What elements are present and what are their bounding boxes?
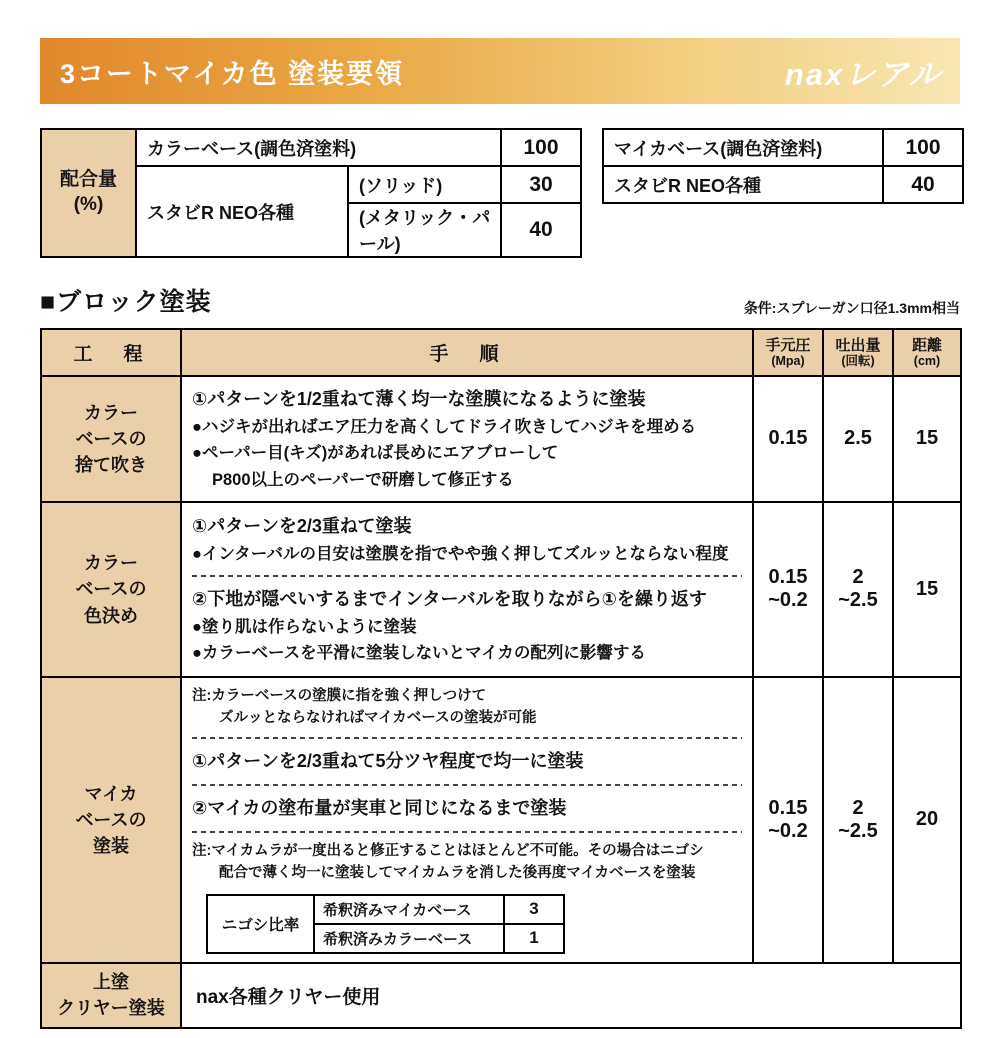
table-row-color-base-tack [41, 376, 961, 502]
mica-base-value: 100 [883, 129, 963, 166]
block-painting-heading [40, 282, 960, 318]
row3-note2-line1: 注:マイカムラが一度出ると修正することはほとんど不可能。その場合はニゴシ [192, 843, 704, 860]
stabi-neo-value-right: 40 [883, 166, 963, 203]
row1-process-label [41, 376, 181, 502]
row2-process-label [41, 502, 181, 677]
header-pressure [753, 329, 823, 376]
row1-label-line1: カラー [84, 402, 138, 423]
row3-pressure-line1: 0.15 [768, 796, 808, 819]
row3-note1-line1: 注:カラーベースの塗膜に指を強く押しつけて [192, 687, 487, 704]
table-row-clear-coat [41, 963, 961, 1028]
dashed-divider [192, 737, 742, 739]
row2-pressure-value [753, 502, 823, 677]
row3-step1-line: ①パターンを2/3重ねて5分ツヤ程度で均一に塗装 [192, 751, 584, 772]
mixing-ratio-section [40, 128, 960, 258]
table-row [41, 129, 581, 166]
row1-step-line: ①パターンを1/2重ねて薄く均一な塗膜になるように塗装 [192, 389, 646, 409]
row3-pressure-value [753, 677, 823, 963]
table-row-mica-base [41, 677, 961, 963]
row3-note2-line2: 配合で薄く均一に塗装してマイカムラを消した後再度マイカベースを塗装 [219, 864, 696, 881]
nigoshi-row1-name: 希釈済みマイカベース [314, 895, 504, 924]
row2-distance-value: 15 [893, 502, 961, 677]
row2-bullet-line: ●インターバルの目安は塗膜を指でやや強く押してズルッとならない程度 [192, 544, 729, 563]
table-header-row [41, 329, 961, 376]
color-base-value: 100 [501, 129, 581, 166]
row1-pressure-value: 0.15 [753, 376, 823, 502]
stabi-neo-name-right: スタビR NEO各種 [603, 166, 883, 203]
row1-label-line3: 捨て吹き [75, 455, 147, 476]
solid-value: 30 [501, 166, 581, 203]
row3-discharge-value [823, 677, 893, 963]
table-row [603, 129, 963, 166]
row2-label-line1: カラー [84, 553, 138, 574]
document-page [40, 38, 960, 1029]
header-distance [893, 329, 961, 376]
row1-bullet-line: ●ペーパー目(キズ)があれば長めにエアブローして [192, 444, 559, 463]
mica-base-name: マイカベース(調色済塗料) [603, 129, 883, 166]
metallic-pearl-sub-name: (メタリック・パール) [348, 203, 501, 257]
row3-discharge-line1: 2 [852, 796, 864, 819]
solid-sub-name: (ソリッド) [348, 166, 501, 203]
stabi-neo-name: スタビR NEO各種 [136, 166, 348, 257]
dashed-divider [192, 575, 742, 577]
table-row [603, 166, 963, 203]
row2-pressure-line2: ~0.2 [768, 589, 808, 612]
section-title: ■ブロック塗装 [40, 288, 212, 316]
nigoshi-label: ニゴシ比率 [207, 895, 314, 953]
row2-discharge-line2: ~2.5 [838, 589, 878, 612]
table-row-color-base-decide [41, 502, 961, 677]
row4-clear-coat-text: nax各種クリヤー使用 [181, 963, 961, 1028]
row3-procedure-cell [181, 677, 753, 963]
row4-label-line1: 上塗 [93, 971, 129, 992]
brand-logo: naxレアル [784, 56, 942, 92]
header-procedure: 手 順 [181, 329, 753, 376]
ratio-label-cell [41, 129, 136, 257]
row2-procedure-cell [181, 502, 753, 677]
row3-step2-line: ②マイカの塗布量が実車と同じになるまで塗装 [192, 798, 567, 819]
row2-pressure-line1: 0.15 [768, 566, 808, 589]
row2-discharge-value [823, 502, 893, 677]
color-base-ratio-table [40, 128, 582, 258]
ratio-label-line2: (%) [73, 194, 104, 215]
row3-label-line1: マイカ [84, 783, 138, 804]
row2-bullet-line: ●カラーベースを平滑に塗装しないとマイカの配列に影響する [192, 644, 646, 663]
ratio-label-line1: 配合量 [59, 169, 117, 191]
row2-discharge-line1: 2 [852, 566, 864, 589]
row1-label-line2: ベースの [75, 428, 147, 449]
nigoshi-ratio-table [206, 894, 565, 954]
spray-gun-condition: 条件:スプレーガン口径1.3mm相当 [743, 300, 960, 316]
nigoshi-row2-value: 1 [504, 924, 564, 953]
page-title: 3コートマイカ色 塗装要領 [60, 58, 405, 89]
row2-bullet-line: ●塗り肌は作らないように塗装 [192, 618, 417, 637]
row3-discharge-line2: ~2.5 [838, 819, 878, 842]
row2-step2-line: ②下地が隠ぺいするまでインターバルを取りながら①を繰り返す [192, 589, 707, 610]
header-process: 工 程 [41, 329, 181, 376]
header-discharge [823, 329, 893, 376]
header-discharge-label: 吐出量 [835, 336, 881, 354]
row3-label-line2: ベースの [75, 809, 147, 830]
row1-indent-line: P800以上のペーパーで研磨して修正する [212, 470, 514, 489]
row3-process-label [41, 677, 181, 963]
row3-distance-value: 20 [893, 677, 961, 963]
row1-distance-value: 15 [893, 376, 961, 502]
row1-bullet-line: ●ハジキが出ればエア圧力を高くしてドライ吹きしてハジキを埋める [192, 417, 697, 436]
header-distance-unit: (cm) [913, 353, 941, 368]
color-base-name: カラーベース(調色済塗料) [136, 129, 501, 166]
nigoshi-row1-value: 3 [504, 895, 564, 924]
nigoshi-row2-name: 希釈済みカラーベース [314, 924, 504, 953]
row2-label-line2: ベースの [75, 579, 147, 600]
header-pressure-unit: (Mpa) [771, 353, 805, 368]
row1-procedure-cell [181, 376, 753, 502]
table-row [207, 895, 564, 924]
row4-label-line2: クリヤー塗装 [57, 998, 165, 1019]
row4-process-label [41, 963, 181, 1028]
process-table [40, 328, 962, 1029]
row2-label-line3: 色決め [84, 605, 138, 626]
dashed-divider [192, 831, 742, 833]
header-banner [40, 38, 960, 104]
row3-label-line3: 塗装 [93, 835, 129, 856]
header-distance-label: 距離 [911, 336, 942, 354]
row1-discharge-value: 2.5 [823, 376, 893, 502]
header-discharge-unit: (回転) [841, 353, 875, 368]
header-pressure-label: 手元圧 [765, 336, 811, 354]
row3-pressure-line2: ~0.2 [768, 819, 808, 842]
dashed-divider [192, 784, 742, 786]
mica-base-ratio-table [602, 128, 964, 204]
row3-note1-line2: ズルッとならなければマイカベースの塗装が可能 [219, 709, 537, 726]
row2-step1-line: ①パターンを2/3重ねて塗装 [192, 516, 412, 537]
metallic-pearl-value: 40 [501, 203, 581, 257]
